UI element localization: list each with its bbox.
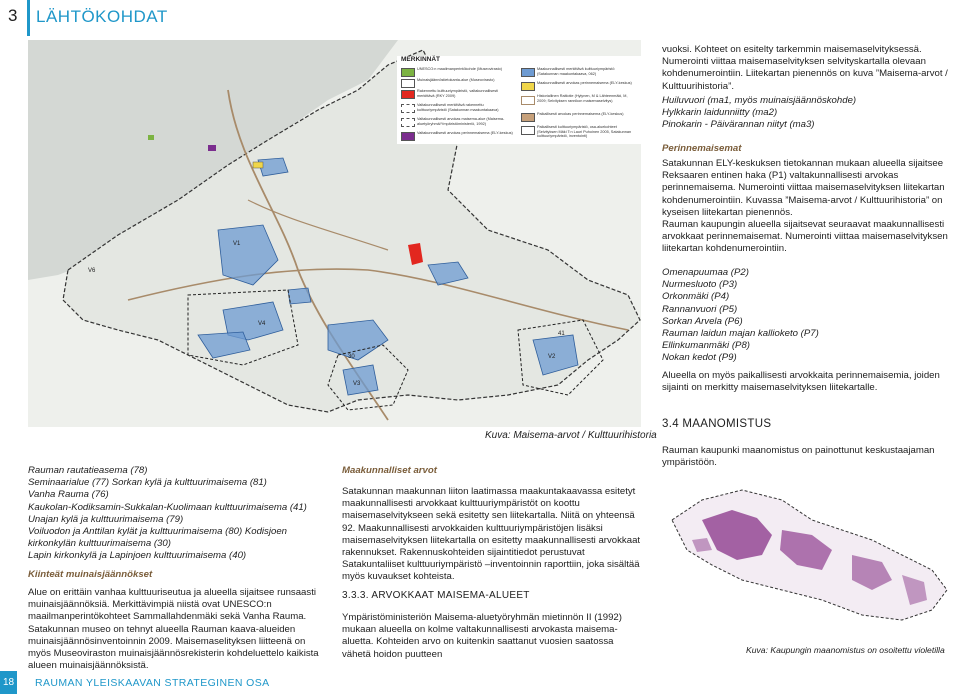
right-para-6: Alueella on myös paikallisesti arvokkaita perinnemaisemia, joiden sijainti on merkitty maisemaselvityksen liitekartalle. (662, 370, 940, 394)
middle-para-2: Ympäristöministeriön Maisema-aluetyöryhmän mietinnön II (1992) mukaan alueella on kolme valtakunnallisesti arvokasta maisema-aluetta. Kohteiden arvo on kuitenkin saattanut vuosien saatossa vähetä hoidon puutteen (342, 612, 622, 660)
middle-para-1: Satakunnan maakunnan liiton laatimassa maakuntakaavassa esitetyt maakunnallisesti arvokkaat kulttuuriympäristöt on koottu maisemaselvitykseen sekä esitetty sen liitekartalla. Niitä on yhteensä 92. Maakunnallisesti arvokkaiden kulttuuriympäristöjen lisäksi maisemaselvityksen liitekartalla on esitetty maakunnallisesti arvokkaat rakennukset. Rakennuskohteiden sijaintitiedot perustuvat Satakuntaliiset kulttuuriympäristö –inventoinnin raporttiin, joka sisältää myös kuvaukset kohteista. (342, 486, 641, 583)
ownership-graphic (662, 470, 954, 640)
section-title: LÄHTÖKOHDAT (36, 7, 168, 26)
section-heading-maanomistus: 3.4 MAANOMISTUS (662, 418, 772, 430)
map-label: V4 (258, 321, 266, 327)
text-line: Kaukolan-Kodiksamin-Sukkalan-Kuolimaan kulttuurimaisema (41) (28, 501, 307, 513)
section-number: 3 (8, 6, 18, 25)
legend-item: Historiallinen Raitiotie (Hylynen, M & Lähteenmäki, M, 2009; Selvityksen rannikon maisemaselvitys) (537, 94, 628, 103)
legend-item: Valtakunnallisesti arvokas maisema-alue (Maisema-aluetyöryhmä/Ympäristöministeriö, 1992) (417, 117, 505, 126)
right-para-1: vuoksi. Kohteet on esitelty tarkemmin maisemaselvityksessä. Numerointi viittaa maisemaselvityksen selvityskartalla olevaan kohdenumerointiin. Liitekartan pienennös on kuva ”Maisema-arvot / Kulttuurihistoria”. (662, 44, 948, 92)
marker-yellow (253, 162, 263, 168)
legend-item: Valtakunnallisesti arvokas perinnemaisema (ELY-keskus) (417, 131, 513, 135)
map-legend (397, 56, 643, 144)
legend-swatch (401, 132, 415, 141)
legend-swatch (521, 126, 535, 135)
text-line: Rauman laidun majan kallioketo (P7) (662, 328, 819, 340)
legend-swatch (401, 79, 415, 88)
legend-swatch (521, 82, 535, 91)
heading-maakunnalliset: Maakunnalliset arvot (342, 465, 437, 476)
legend-item: UNESCO:n maailmanperintökohde (Museovirasto) (417, 67, 503, 71)
right-para-7: Rauman kaupunki maanomistus on painottunut keskustaajaman ympäristöön. (662, 445, 935, 469)
text-line: Rauman rautatieasema (78) (28, 465, 148, 476)
legend-swatch (401, 68, 415, 77)
legend-item: Valtakunnallisesti merkittävä rakennettu kulttuuriympäristö (Satakunnan maakuntakaava) (417, 103, 499, 112)
text-line: Sorkan Arvela (P6) (662, 315, 743, 327)
legend-swatch (401, 118, 415, 127)
legend-item: Rakennettu kulttuuriympäristö, valtakunnallisesti merkittävä (RKY 2009) (417, 89, 499, 98)
text-line: Ellinkumanmäki (P8) (662, 340, 750, 352)
map-label: V2 (548, 354, 556, 360)
ownership-caption: Kuva: Kaupungin maanomistus on osoitettu violetilla (746, 645, 945, 655)
map-caption: Kuva: Maisema-arvot / Kulttuurihistoria (485, 430, 657, 441)
text-line: Rannanvuori (P5) (662, 303, 738, 315)
land-ownership-map (662, 470, 954, 640)
text-line: Seminaarialue (77) Sorkan kylä ja kulttuurimaisema (81) (28, 477, 267, 489)
page-number: 18 (0, 671, 17, 694)
area-blue-6 (343, 365, 378, 395)
legend-item: Maakunnallisesti arvokas perinnemaisema (ELY-keskus) (537, 81, 632, 85)
right-para-4: Rauman kaupungin alueella sijaitsevat seuraavat maakunnallisesti arvokkaat perinnemaisemat. Numerointi viittaa maisemaselvityksen liitekartan kohdenumerointiin. (662, 219, 948, 255)
map-label: V1 (233, 241, 241, 247)
map-label: V6 (88, 268, 96, 274)
right-para-2 (662, 95, 954, 132)
heading-perinnemaisemat: Perinnemaisemat (662, 143, 742, 154)
legend-swatch (401, 90, 415, 99)
text-line: Unajan kylä ja kulttuurimaisema (79) (28, 513, 184, 525)
map-label: 41 (558, 331, 565, 337)
legend-title: MERKINNÄT (401, 56, 440, 63)
right-para-5 (662, 267, 954, 365)
right-para-3: Satakunnan ELY-keskuksen tietokannan mukaan alueella sijaitsee Reksaaren entinen haka (P1) valtakunnallisesti arvokas perinnemaisema. Numerointi viittaa maisemaselvityksen liitekartan kohdenumerointiin. Kuvassa ”Maisema-arvot / Kulttuurihistoria” on kyseisen liitekartan pienennös. (662, 158, 945, 218)
text-line: Orkonmäki (P4) (662, 291, 730, 303)
text-line: Hylkkarin laidunniitty (ma2) (662, 107, 778, 119)
text-line: Huiluvuori (ma1, myös muinaisjäännöskohde) (662, 95, 857, 106)
section-divider (27, 0, 30, 36)
legend-item: Maakunnallisesti merkittävä kulttuuriympäristö (Satakunnan maakuntakaava, 062) (537, 67, 615, 76)
text-line: Voiluodon ja Anttilan kylät ja kulttuurimaisema (80) Kodisjoen kirkonkylän kulttuurimaisema (30) (28, 526, 287, 550)
left-para-kiinteat: Alue on erittäin vanhaa kulttuuriseutua ja alueella sijaitsee runsaasti muinaisjäännöksiä. Merkittävimpiä niistä ovat UNESCO:n maailmanperintökohteet Sammallahdenmäki sekä Vanha Rauma. Satakunnan museo on tehnyt alueella Rauman kaava-alueiden muinaisjäännösinventoinnin 2009. Maisemaselityksen liitteenä on myös Museoviraston muinaisjäännösrekisterin kohdeluettelo kaikista alueen muinaisjäännöksistä. (28, 587, 319, 672)
text-line: Nurmesluoto (P3) (662, 279, 738, 291)
text-line: Vanha Rauma (76) (28, 489, 109, 501)
text-line: Lapin kirkonkylä ja Lapinjoen kulttuurimaisema (40) (28, 550, 247, 562)
legend-item: Muinaisjäännöstietokanta-alue (Museovirasto) (417, 78, 495, 82)
area-blue-8 (288, 288, 311, 304)
text-line: Nokan kedot (P9) (662, 352, 737, 364)
legend-swatch (521, 68, 535, 77)
map-label: 30 (348, 354, 355, 360)
section-heading-arvokkaat: 3.3.3. ARVOKKAAT MAISEMA-ALUEET (342, 590, 530, 601)
text-line: Omenapuumaa (P2) (662, 267, 749, 278)
legend-item: Paikallisesti arvokas perinnemaisema (ELY-keskus) (537, 112, 624, 116)
map-label: V3 (353, 381, 361, 387)
marker-purple (208, 145, 216, 151)
marker-green (148, 135, 154, 140)
legend-swatch (521, 113, 535, 122)
legend-swatch (521, 96, 535, 105)
left-list (28, 465, 320, 563)
heading-kiinteat: Kiinteät muinaisjäännökset (28, 569, 153, 580)
legend-swatch (401, 104, 415, 113)
text-line: Pinokarin - Päivärannan niityt (ma3) (662, 119, 815, 131)
legend-item: Paikallisesti kulttuuriympäristö, osa-aluekohteet (Selvityksen Mäki T:n Lauri Puhoinen 2005, Satakunnan kulttuuriympäristö, inventointi) (537, 125, 632, 139)
footer-title: RAUMAN YLEISKAAVAN STRATEGINEN OSA (35, 677, 270, 689)
